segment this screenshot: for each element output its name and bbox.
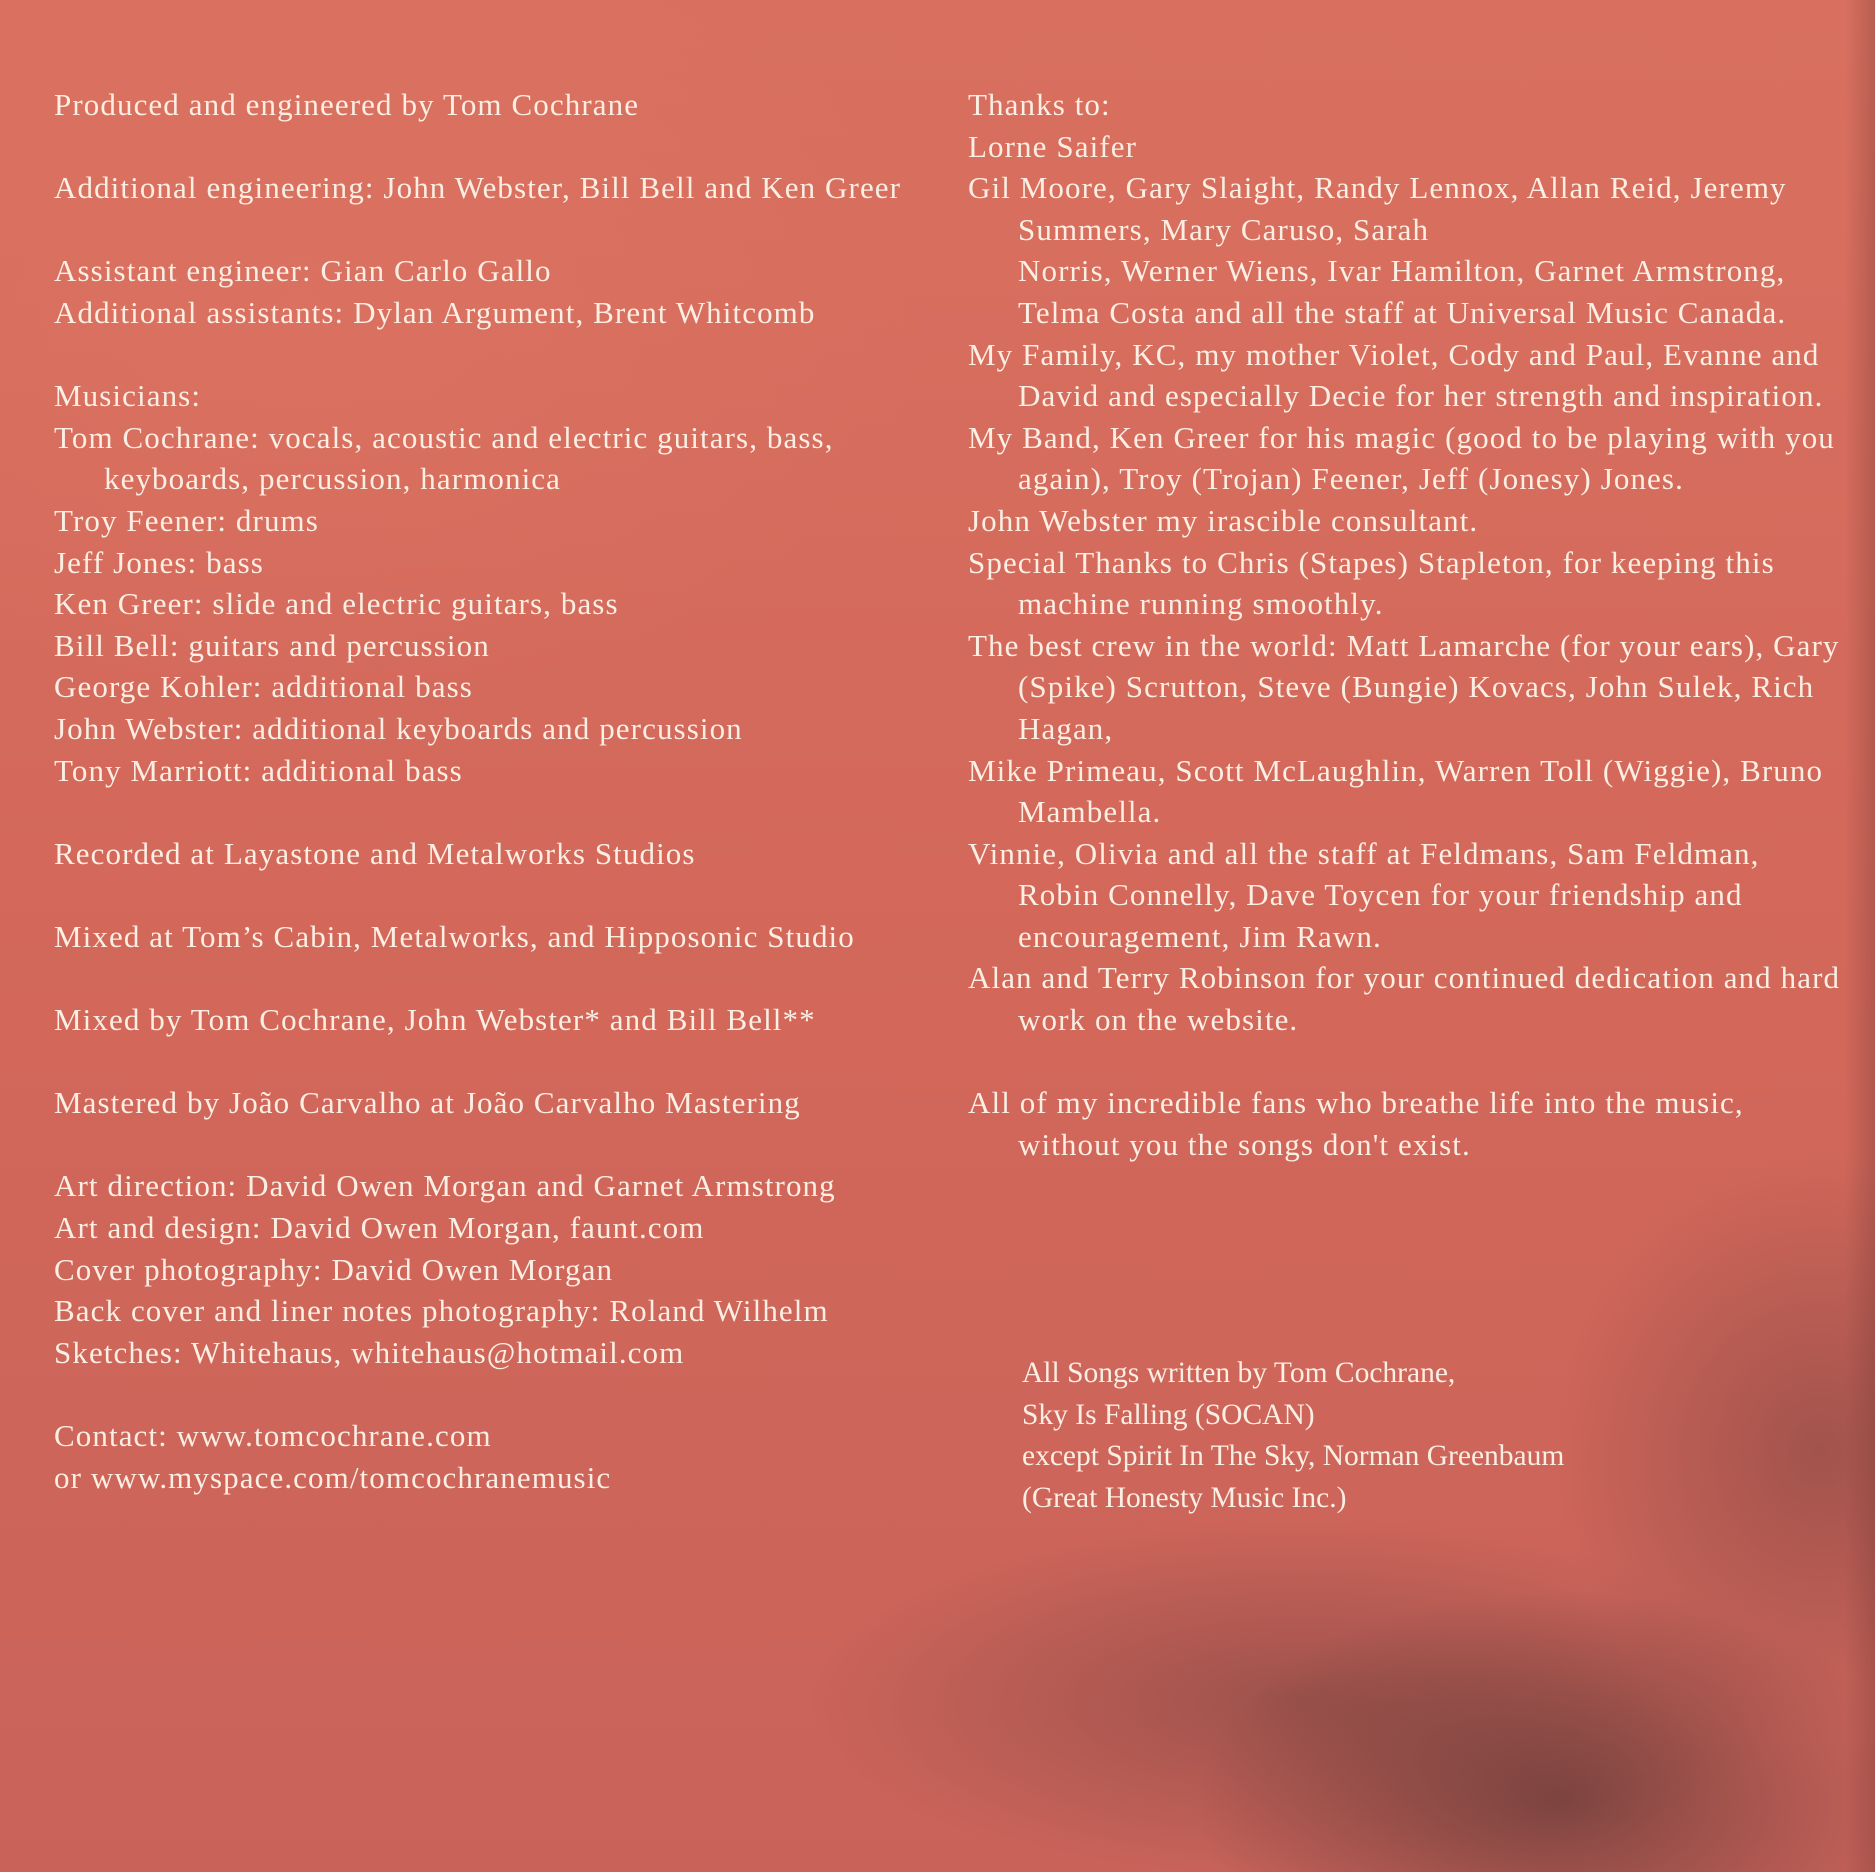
thanks-entry: Special Thanks to Chris (Stapes) Stapleton, for keeping this machine running smoothly. <box>968 544 1775 622</box>
musician-credit: Tony Marriott: additional bass <box>54 752 463 788</box>
musician-credit: Troy Feener: drums <box>54 502 319 538</box>
mastered-credit: Mastered by João Carvalho at João Carvalho Mastering <box>54 1085 801 1121</box>
thanks-entry: The best crew in the world: Matt Lamarche (for your ears), Gary (Spike) Scrutton, Steve (Bungie) Kovacs, John Sulek, Rich Hagan, <box>968 627 1840 746</box>
thanks-entry: My Family, KC, my mother Violet, Cody and Paul, Evanne and David and especially Decie for her strength and inspiration. <box>968 336 1824 414</box>
additional-assistants-credit: Additional assistants: Dylan Argument, Brent Whitcomb <box>54 294 816 330</box>
producer-credit: Produced and engineered by Tom Cochrane <box>54 87 640 122</box>
thanks-entry: Norris, Werner Wiens, Ivar Hamilton, Garnet Armstrong, Telma Costa and all the staff at Universal Music Canada. <box>1018 253 1787 330</box>
thanks-entry: Vinnie, Olivia and all the staff at Feldmans, Sam Feldman, Robin Connelly, Dave Toycen for your friendship and encouragement, Jim Rawn. <box>968 835 1760 954</box>
thanks-entry: Mike Primeau, Scott McLaughlin, Warren Toll (Wiggie), Bruno Mambella. <box>968 752 1824 830</box>
musicians-heading: Musicians: <box>54 378 202 414</box>
mixed-at-credit: Mixed at Tom’s Cabin, Metalworks, and Hipposonic Studio <box>54 918 855 954</box>
thanks-entry: Gil Moore, Gary Slaight, Randy Lennox, Allan Reid, Jeremy Summers, Mary Caruso, Sarah <box>968 170 1787 247</box>
art-credit: Back cover and liner notes photography: Roland Wilhelm <box>54 1293 829 1329</box>
contact-line: Contact: www.tomcochrane.com <box>54 1418 492 1453</box>
musician-credit: Jeff Jones: bass <box>54 544 264 580</box>
songwriting-credits <box>1022 1353 1782 1519</box>
songwriting-line: All Songs written by Tom Cochrane, <box>1022 1357 1456 1389</box>
mixed-by-credit: Mixed by Tom Cochrane, John Webster* and Bill Bell** <box>54 1002 816 1038</box>
thanks-entry: John Webster my irascible consultant. <box>968 502 1479 538</box>
thanks-entry: My Band, Ken Greer for his magic (good to be playing with you again), Troy (Trojan) Feener, Jeff (Jonesy) Jones. <box>968 419 1835 497</box>
credits-column <box>54 84 934 1498</box>
additional-engineering-credit: Additional engineering: John Webster, Bill Bell and Ken Greer <box>54 170 902 206</box>
art-credit: Cover photography: David Owen Morgan <box>54 1251 614 1287</box>
assistant-engineer-credit: Assistant engineer: Gian Carlo Gallo <box>54 253 552 289</box>
recorded-credit: Recorded at Layastone and Metalworks Studios <box>54 835 696 871</box>
musician-credit: Bill Bell: guitars and percussion <box>54 627 490 663</box>
art-credit: Art and design: David Owen Morgan, faunt.com <box>54 1210 705 1246</box>
fans-thanks: All of my incredible fans who breathe life into the music, without you the songs don't exist. <box>968 1085 1744 1162</box>
thanks-heading: Thanks to: <box>968 87 1111 122</box>
art-credit: Art direction: David Owen Morgan and Garnet Armstrong <box>54 1168 836 1204</box>
musician-credit: Tom Cochrane: vocals, acoustic and electric guitars, bass, keyboards, percussion, harmonica <box>54 419 834 497</box>
art-credit: Sketches: Whitehaus, whitehaus@hotmail.com <box>54 1334 685 1370</box>
thanks-entry: Alan and Terry Robinson for your continued dedication and hard work on the website. <box>968 960 1841 1038</box>
booklet-spine-shadow <box>1845 0 1875 1872</box>
thanks-column <box>968 84 1848 1165</box>
songwriting-line: except Spirit In The Sky, Norman Greenbaum <box>1022 1440 1565 1473</box>
thanks-entry: Lorne Saifer <box>968 128 1137 164</box>
contact-line: or www.myspace.com/tomcochranemusic <box>54 1459 612 1495</box>
musician-credit: George Kohler: additional bass <box>54 669 473 705</box>
songwriting-line: (Great Honesty Music Inc.) <box>1022 1481 1347 1514</box>
songwriting-line: Sky Is Falling (SOCAN) <box>1022 1398 1315 1431</box>
musician-credit: John Webster: additional keyboards and percussion <box>54 710 743 746</box>
musician-credit: Ken Greer: slide and electric guitars, bass <box>54 586 619 622</box>
